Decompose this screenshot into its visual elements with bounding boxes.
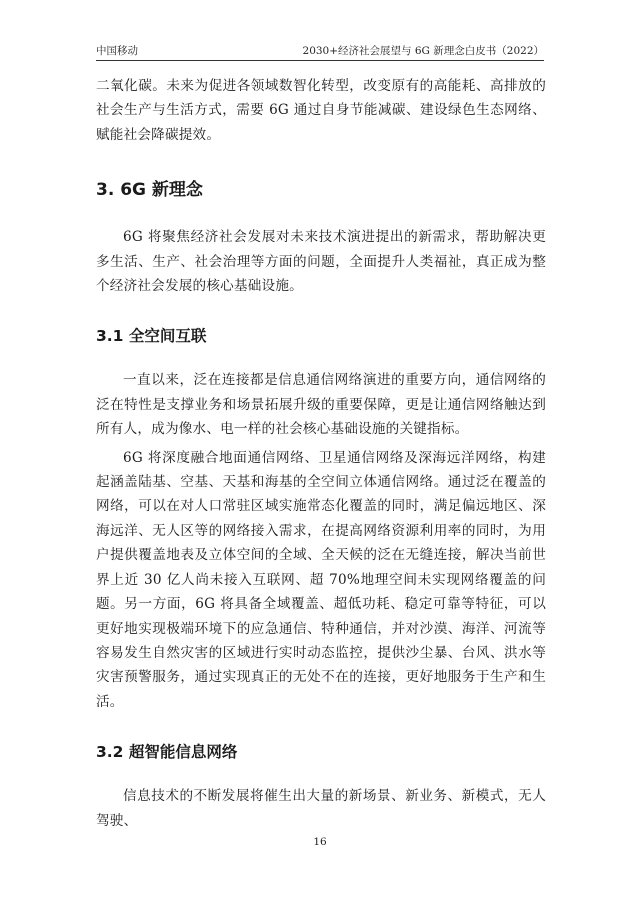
- page-number: 16: [313, 836, 327, 848]
- header-org: 中国移动: [96, 45, 138, 57]
- paragraph-info-tech: 信息技术的不断发展将催生出大量的新场景、新业务、新模式，无人驾驶、: [96, 788, 546, 829]
- header-rule: [96, 60, 544, 61]
- paragraph-carbon: 二氧化碳。未来为促进各领域数智化转型，改变原有的高能耗、高排放的社会生产与生活方式，需要 6G 通过自身节能减碳、建设绿色生态网络、赋能社会降碳提效。: [96, 78, 546, 143]
- section-heading-3-1: 3.1 全空间互联: [96, 327, 207, 346]
- page-header: [96, 40, 544, 58]
- paragraph-full-space: 6G 将深度融合地面通信网络、卫星通信网络及深海远洋网络，构建起涵盖陆基、空基、天基和海基的全空间立体通信网络。通过泛在覆盖的网络，可以在对人口常驻区域实施常态化覆盖的同时，满足偏远地区、深海远洋、无人区等的网络接入需求，在提高网络资源利用率的同时，为用户提供覆盖地表及立体空间的全域、全天候的泛在无缝连接，解决当前世界上近 30 亿人尚未接入互联网、超 70%地理空间未实现网络覆盖的问题。另一方面，6G 将具备全域覆盖、超低功耗、稳定可靠等特征，可以更好地实现极端环境下的应急通信、特种通信，并对沙漠、海洋、河流等容易发生自然灾害的区域进行实时动态监控，提供沙尘暴、台风、洪水等灾害预警服务，通过实现真正的无处不在的连接，更好地服务于生产和生活。: [96, 449, 546, 710]
- section-heading-3: 3. 6G 新理念: [96, 180, 203, 201]
- section-heading-3-2: 3.2 超智能信息网络: [96, 743, 238, 762]
- paragraph-6g-intro: 6G 将聚焦经济社会发展对未来技术演进提出的新需求，帮助解决更多生活、生产、社会治理等方面的问题，全面提升人类福祉，真正成为整个经济社会发展的核心基础设施。: [96, 229, 546, 295]
- header-title: 2030+经济社会展望与 6G 新理念白皮书（2022）: [302, 45, 544, 57]
- page-body: [96, 74, 546, 833]
- paragraph-ubiquitous: 一直以来，泛在连接都是信息通信网络演进的重要方向，通信网络的泛在特性是支撑业务和场景拓展升级的重要保障，更是让通信网络触达到所有人，成为像水、电一样的社会核心基础设施的关键指标。: [96, 372, 546, 438]
